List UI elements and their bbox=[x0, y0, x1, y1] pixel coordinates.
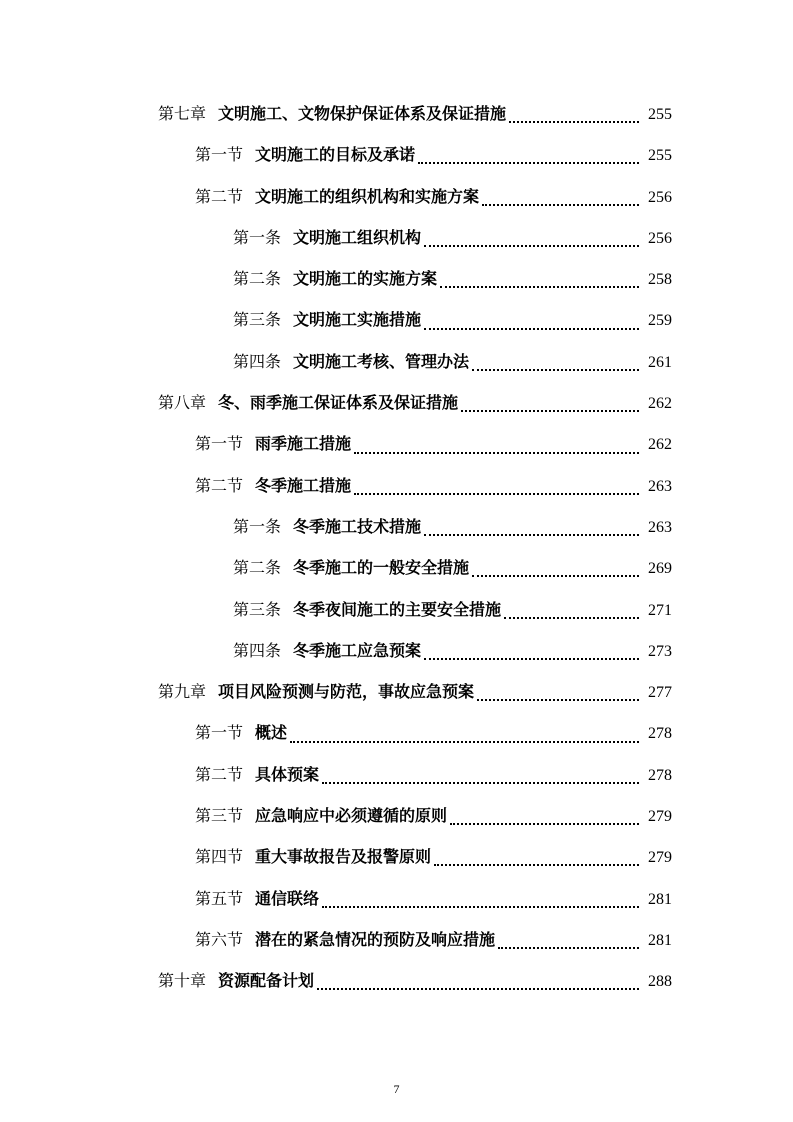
toc-entry-page: 278 bbox=[648, 725, 672, 743]
toc-entry-title: 具体预案 bbox=[255, 764, 320, 784]
toc-entry-title: 冬季施工的一般安全措施 bbox=[293, 558, 470, 578]
dot-leader bbox=[472, 574, 639, 577]
toc-entry-page: 256 bbox=[648, 229, 672, 247]
dot-leader bbox=[322, 905, 639, 908]
dot-leader bbox=[354, 451, 639, 454]
dot-leader bbox=[477, 698, 639, 701]
toc-entry-page: 256 bbox=[648, 188, 672, 206]
toc-entry-title: 冬季夜间施工的主要安全措施 bbox=[293, 599, 502, 619]
toc-entry-page: 281 bbox=[648, 931, 672, 949]
toc-entry-number: 第五节 bbox=[195, 888, 244, 908]
toc-entry-number: 第四节 bbox=[195, 847, 244, 867]
toc-entry[interactable] bbox=[0, 547, 793, 588]
toc-entry-title: 文明施工考核、管理办法 bbox=[293, 351, 470, 371]
page-number: 7 bbox=[393, 1082, 400, 1096]
toc-entry-number: 第九章 bbox=[158, 682, 207, 702]
toc-entry-title: 重大事故报告及报警原则 bbox=[255, 847, 432, 867]
toc-entry[interactable] bbox=[0, 299, 793, 340]
toc-entry-number: 第二节 bbox=[195, 186, 244, 206]
toc-entry[interactable] bbox=[0, 506, 793, 547]
toc-entry-title: 文明施工、文物保护保证体系及保证措施 bbox=[218, 104, 507, 123]
dot-leader bbox=[424, 657, 639, 660]
toc-entry-title: 文明施工实施措施 bbox=[293, 310, 422, 330]
toc-entry-number: 第二节 bbox=[195, 475, 244, 495]
toc-entry-title: 资源配备计划 bbox=[218, 971, 315, 991]
dot-leader bbox=[461, 409, 639, 412]
toc-entry-number: 第七章 bbox=[158, 104, 207, 123]
toc-entry-page: 258 bbox=[648, 271, 672, 289]
toc-entry-page: 255 bbox=[648, 106, 672, 123]
toc-entry-number: 第二节 bbox=[195, 764, 244, 784]
toc-entry[interactable] bbox=[0, 836, 793, 877]
toc-entry-title: 冬季施工技术措施 bbox=[293, 516, 422, 536]
toc-entry-number: 第十章 bbox=[158, 971, 207, 991]
toc-entry-title: 潜在的紧急情况的预防及响应措施 bbox=[255, 929, 496, 949]
toc-entry[interactable] bbox=[0, 671, 793, 712]
toc-entry[interactable] bbox=[0, 919, 793, 960]
toc-entry-number: 第一节 bbox=[195, 434, 244, 454]
toc-entry[interactable] bbox=[0, 93, 793, 134]
toc-entry-page: 262 bbox=[648, 436, 672, 454]
dot-leader bbox=[504, 616, 639, 619]
toc-entry-number: 第一条 bbox=[233, 227, 282, 247]
toc-entry-page: 288 bbox=[648, 973, 672, 991]
dot-leader bbox=[418, 161, 639, 164]
dot-leader bbox=[317, 987, 639, 990]
toc-entry-title: 冬、雨季施工保证体系及保证措施 bbox=[218, 393, 459, 413]
toc-entry-number: 第二条 bbox=[233, 269, 282, 289]
toc-entry-title: 文明施工组织机构 bbox=[293, 227, 422, 247]
toc-entry-title: 文明施工的组织机构和实施方案 bbox=[255, 186, 480, 206]
dot-leader bbox=[450, 822, 639, 825]
toc-entry[interactable] bbox=[0, 878, 793, 919]
toc-entry-page: 263 bbox=[648, 518, 672, 536]
toc-entry[interactable] bbox=[0, 589, 793, 630]
toc-entry-page: 255 bbox=[648, 147, 672, 165]
toc-entry-number: 第三节 bbox=[195, 806, 244, 826]
dot-leader bbox=[322, 781, 639, 784]
toc-entry-page: 273 bbox=[648, 642, 672, 660]
toc-entry-page: 281 bbox=[648, 890, 672, 908]
table-of-contents bbox=[0, 93, 793, 1002]
toc-entry-title: 概述 bbox=[255, 723, 288, 743]
toc-entry-page: 278 bbox=[648, 766, 672, 784]
toc-entry-number: 第四条 bbox=[233, 640, 282, 660]
toc-entry[interactable] bbox=[0, 341, 793, 382]
toc-entry-page: 263 bbox=[648, 477, 672, 495]
toc-entry-number: 第一节 bbox=[195, 145, 244, 165]
toc-entry-title: 冬季施工应急预案 bbox=[293, 640, 422, 660]
dot-leader bbox=[290, 740, 639, 743]
dot-leader bbox=[424, 244, 639, 247]
dot-leader bbox=[482, 203, 639, 206]
dot-leader bbox=[472, 368, 639, 371]
toc-entry-number: 第八章 bbox=[158, 393, 207, 413]
toc-entry-title: 应急响应中必须遵循的原则 bbox=[255, 806, 448, 826]
toc-entry-number: 第三条 bbox=[233, 599, 282, 619]
dot-leader bbox=[424, 327, 639, 330]
toc-entry-page: 277 bbox=[648, 684, 672, 702]
toc-entry[interactable] bbox=[0, 465, 793, 506]
toc-entry-page: 259 bbox=[648, 312, 672, 330]
toc-entry[interactable] bbox=[0, 795, 793, 836]
dot-leader bbox=[440, 285, 639, 288]
toc-entry-page: 279 bbox=[648, 808, 672, 826]
toc-entry-number: 第三条 bbox=[233, 310, 282, 330]
toc-entry[interactable] bbox=[0, 217, 793, 258]
toc-entry-title: 项目风险预测与防范，事故应急预案 bbox=[218, 682, 475, 702]
toc-entry-title: 文明施工的目标及承诺 bbox=[255, 145, 416, 165]
dot-leader bbox=[354, 492, 639, 495]
toc-entry[interactable] bbox=[0, 960, 793, 1001]
toc-entry-number: 第一条 bbox=[233, 516, 282, 536]
toc-entry[interactable] bbox=[0, 176, 793, 217]
toc-entry[interactable] bbox=[0, 754, 793, 795]
toc-entry[interactable] bbox=[0, 712, 793, 753]
toc-entry[interactable] bbox=[0, 134, 793, 175]
toc-entry-page: 261 bbox=[648, 353, 672, 371]
toc-entry-number: 第六节 bbox=[195, 929, 244, 949]
toc-entry-number: 第四条 bbox=[233, 351, 282, 371]
toc-entry-page: 262 bbox=[648, 395, 672, 413]
dot-leader bbox=[434, 863, 639, 866]
toc-entry-page: 269 bbox=[648, 560, 672, 578]
toc-entry[interactable] bbox=[0, 258, 793, 299]
toc-entry-page: 279 bbox=[648, 849, 672, 867]
toc-entry-title: 通信联络 bbox=[255, 888, 320, 908]
dot-leader bbox=[509, 120, 639, 123]
dot-leader bbox=[424, 533, 639, 536]
toc-entry-title: 文明施工的实施方案 bbox=[293, 269, 438, 289]
toc-entry-page: 271 bbox=[648, 601, 672, 619]
toc-entry-title: 冬季施工措施 bbox=[255, 475, 352, 495]
toc-entry[interactable] bbox=[0, 382, 793, 423]
toc-entry[interactable] bbox=[0, 630, 793, 671]
toc-entry[interactable] bbox=[0, 423, 793, 464]
dot-leader bbox=[498, 946, 639, 949]
toc-entry-number: 第二条 bbox=[233, 558, 282, 578]
toc-entry-number: 第一节 bbox=[195, 723, 244, 743]
toc-entry-title: 雨季施工措施 bbox=[255, 434, 352, 454]
